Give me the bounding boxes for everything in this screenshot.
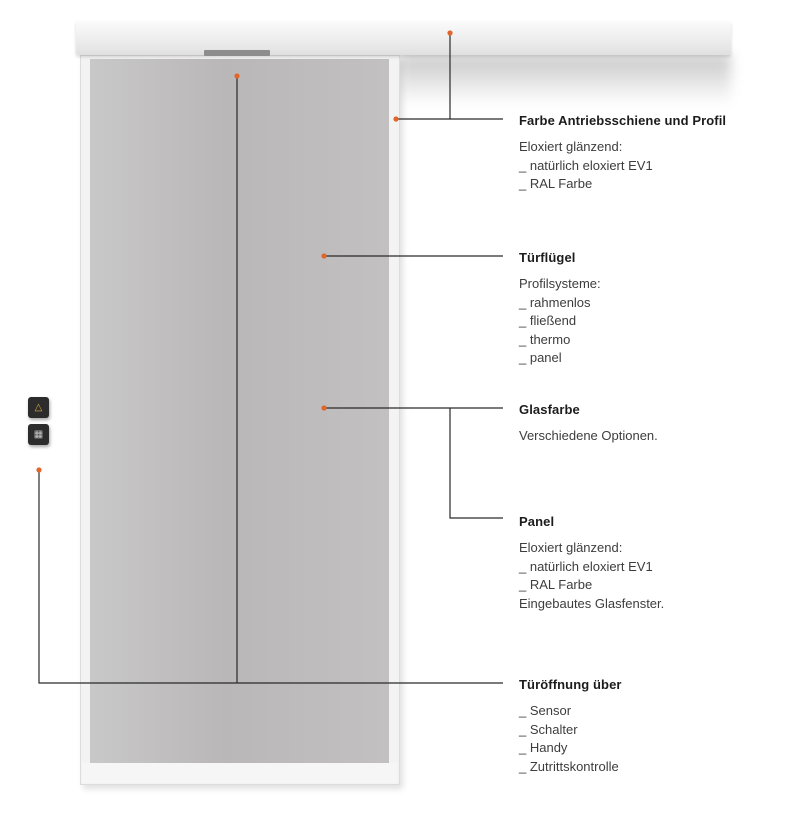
callout-door-opening <box>519 677 622 776</box>
callout-line: Eingebautes Glasfenster. <box>519 595 665 611</box>
callout-title: Farbe Antriebsschiene und Profil <box>519 113 727 128</box>
callout-title: Türflügel <box>519 250 576 265</box>
callout-line: _ RAL Farbe <box>519 577 593 592</box>
dot-rail-top <box>447 30 452 35</box>
dot-rail-profile <box>393 116 398 121</box>
callout-line: _ Zutrittskontrolle <box>519 758 619 774</box>
callout-line: _ natürlich eloxiert EV1 <box>519 157 653 173</box>
callout-line: _ panel <box>519 350 562 365</box>
callout-rail-profile <box>519 113 726 194</box>
callout-line: _ RAL Farbe <box>519 176 593 191</box>
connector-opening <box>39 470 503 683</box>
dot-door-leaf <box>321 253 326 258</box>
dot-switch <box>36 467 41 472</box>
connector-rail <box>396 33 450 119</box>
dot-carriage <box>234 73 239 78</box>
callout-line: Verschiedene Optionen. <box>519 428 658 443</box>
access-card-icon: ▦ <box>33 429 44 440</box>
callout-line: _ rahmenlos <box>519 294 591 310</box>
connector-panel <box>450 408 503 518</box>
callout-panel <box>519 514 664 613</box>
callout-title: Türöffnung über <box>519 677 622 692</box>
alarm-wave-icon: △ <box>34 402 43 413</box>
callout-line: _ Schalter <box>519 721 578 737</box>
callout-line: _ Sensor <box>519 703 572 718</box>
callout-line: _ thermo <box>519 331 571 347</box>
callout-line: _ Handy <box>519 740 568 755</box>
callout-title: Panel <box>519 514 555 529</box>
callout-line: _ natürlich eloxiert EV1 <box>519 558 653 574</box>
callout-line: Profilsysteme: <box>519 276 601 291</box>
callout-title: Glasfarbe <box>519 402 580 417</box>
callout-line: Eloxiert glänzend: <box>519 540 623 555</box>
callout-line: Eloxiert glänzend: <box>519 139 623 154</box>
dot-glass-color <box>321 405 326 410</box>
callout-line: _ fließend <box>519 313 577 328</box>
callout-glass-color <box>519 402 658 446</box>
callout-door-leaf <box>519 250 601 368</box>
